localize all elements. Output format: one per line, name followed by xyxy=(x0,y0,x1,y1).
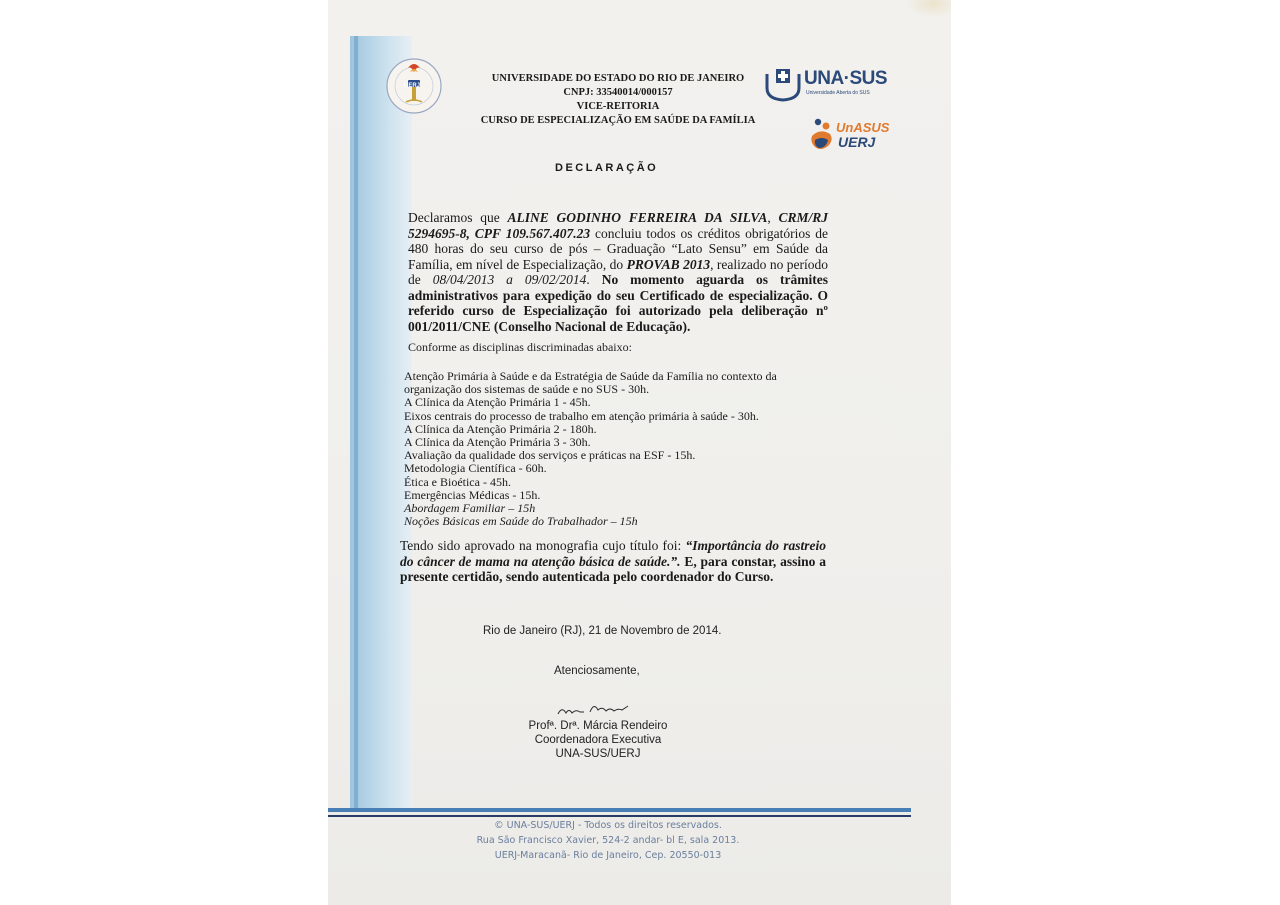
declaration-paragraph xyxy=(408,210,828,334)
university-name: UNIVERSIDADE DO ESTADO DO RIO DE JANEIRO xyxy=(491,73,745,84)
decl-period-intro: , realizado no período de xyxy=(408,256,829,287)
monograph-closing: E, para constar, assino a presente certidão, sendo autenticada pelo coordenador do Curso. xyxy=(400,553,826,584)
footer-city: UERJ-Maracanã- Rio de Janeiro, Cep. 20550-013 xyxy=(494,850,722,861)
signer-role: Coordenadora Executiva xyxy=(534,734,662,746)
monograph-intro: Tendo sido aprovado na monografia cujo título foi: xyxy=(400,538,686,553)
closing-salutation: Atenciosamente, xyxy=(554,665,640,677)
letterhead-text xyxy=(458,72,778,128)
unasus-logo-subtitle: Universidade Aberta do SUS xyxy=(806,90,870,96)
discipline-item: Atenção Primária à Saúde e da Estratégia de Saúde da Família no contexto da organização dos sistemas de saúde e no SUS - 30h. xyxy=(404,369,777,397)
student-name: ALINE GODINHO FERREIRA DA SILVA xyxy=(507,210,768,225)
monograph-paragraph xyxy=(400,538,826,585)
disciplines-list xyxy=(404,370,834,528)
decl-sep: , xyxy=(767,210,779,225)
discipline-item: A Clínica da Atenção Primária 3 - 30h. xyxy=(404,435,591,450)
unasus-cross-icon xyxy=(764,66,802,102)
signer-org: UNA-SUS/UERJ xyxy=(555,748,641,760)
program-name: PROVAB 2013 xyxy=(626,256,711,272)
footer-copyright: © UNA-SUS/UERJ - Todos os direitos reservados. xyxy=(494,820,722,831)
document-title: DECLARAÇÃO xyxy=(555,162,659,174)
letterhead-strip-edge xyxy=(354,36,358,811)
course-period: 08/04/2013 a 09/02/2014 xyxy=(432,272,587,287)
monograph-title: “Importância do rastreio do câncer de mama na atenção básica de saúde.”. xyxy=(400,538,826,569)
disciplines-intro: Conforme as disciplinas discriminadas abaixo: xyxy=(408,340,632,354)
signature-icon xyxy=(556,700,636,720)
letterhead-side-strip xyxy=(350,36,412,811)
footer xyxy=(428,818,788,863)
discipline-item: A Clínica da Atenção Primária 2 - 180h. xyxy=(404,421,597,436)
discipline-item: Abordagem Familiar – 15h xyxy=(404,501,536,516)
decl-intro: Declaramos que xyxy=(408,210,508,225)
decl-course-text: concluiu todos os créditos obrigatórios de 480 horas do seu curso de pós – Graduação “Lato Sensu” em Saúde da Família, em nível de Especialização, do xyxy=(408,225,828,272)
discipline-item: Ética e Bioética - 45h. xyxy=(404,474,511,489)
discipline-item: A Clínica da Atenção Primária 1 - 45h. xyxy=(404,395,591,410)
unasus-logo xyxy=(764,66,889,102)
unasus-uerj-figures-icon xyxy=(810,116,836,154)
discipline-item: Metodologia Científica - 60h. xyxy=(404,461,547,476)
course-name: CURSO DE ESPECIALIZAÇÃO EM SAÚDE DA FAMÍLIA xyxy=(480,115,756,126)
footer-rule xyxy=(328,808,911,812)
discipline-item: Emergências Médicas - 15h. xyxy=(404,487,541,502)
discipline-item: Noções Básicas em Saúde do Trabalhador – 15h xyxy=(404,514,638,529)
decl-bold-statement: No momento aguarda os trâmites administrativos para expedição do seu Certificado de especialização. O referido curso de Especialização foi autorizado pela deliberação nº 001/2011/CNE (Conselho Nacional de Educação). xyxy=(408,272,828,334)
unasus-uerj-logo xyxy=(810,116,890,154)
footer-rule-thin xyxy=(328,815,911,817)
unasus-logo-title: UNA·SUS xyxy=(804,68,888,89)
discipline-item: Avaliação da qualidade dos serviços e práticas na ESF - 15h. xyxy=(404,448,696,463)
unasus-uerj-logo-bottom: UERJ xyxy=(838,134,876,150)
place-date: Rio de Janeiro (RJ), 21 de Novembro de 2014. xyxy=(483,625,722,637)
decl-period-end: . xyxy=(586,272,602,287)
student-ids: CRM/RJ 5294695-8, CPF 109.567.407.23 xyxy=(408,210,829,241)
signer-name: Profª. Drª. Márcia Rendeiro xyxy=(528,720,668,732)
paper-stain xyxy=(906,0,951,18)
unasus-uerj-logo-top: UnASUS xyxy=(836,120,890,135)
cnpj: CNPJ: 33540014/000157 xyxy=(563,87,673,98)
discipline-item: Eixos centrais do processo de trabalho em atenção primária à saúde - 30h. xyxy=(404,408,759,423)
uerj-logo-label: UERJ xyxy=(404,83,421,89)
footer-address: Rua São Francisco Xavier, 524-2 andar- bl E, sala 2013. xyxy=(476,835,740,846)
signer-block xyxy=(528,719,668,761)
department: VICE-REITORIA xyxy=(576,101,660,112)
document-page xyxy=(328,0,951,905)
